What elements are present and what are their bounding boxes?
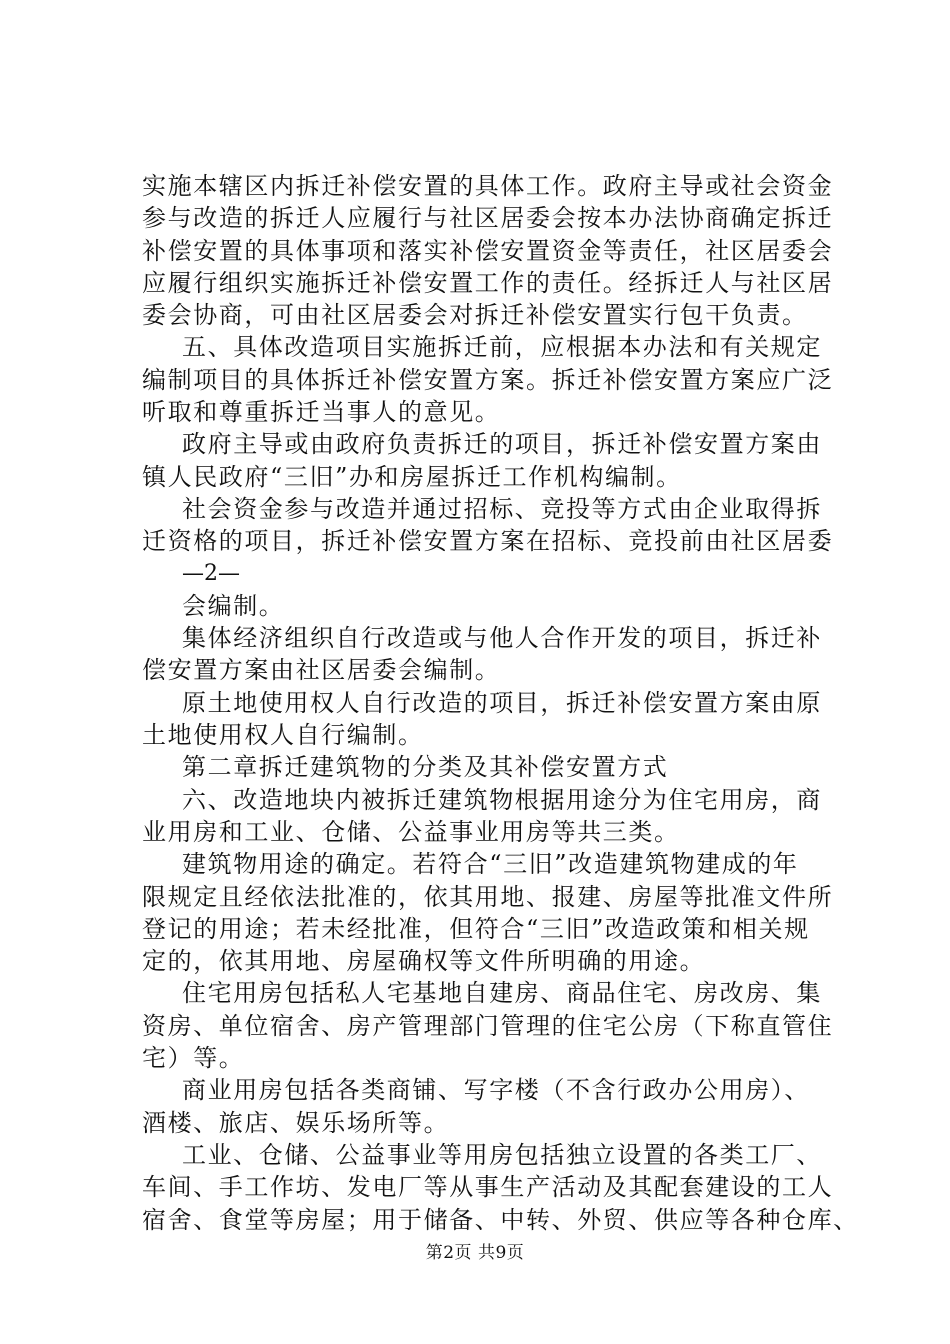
text-line: 镇人民政府“三旧”办和房屋拆迁工作机构编制。 bbox=[142, 462, 682, 491]
text-line: 参与改造的拆迁人应履行与社区居委会按本办法协商确定拆迁 bbox=[142, 204, 834, 233]
text-line: 政府主导或由政府负责拆迁的项目，拆迁补偿安置方案由 bbox=[182, 430, 822, 459]
text-line: 限规定且经依法批准的，依其用地、报建、房屋等批准文件所 bbox=[142, 882, 834, 911]
text-line: 酒楼、旅店、娱乐场所等。 bbox=[142, 1108, 450, 1137]
text-line: 应履行组织实施拆迁补偿安置工作的责任。经拆迁人与社区居 bbox=[142, 268, 834, 297]
text-line: 听取和尊重拆迁当事人的意见。 bbox=[142, 398, 501, 427]
text-line: 业用房和工业、仓储、公益事业用房等共三类。 bbox=[142, 817, 680, 846]
text-line: 第二章拆迁建筑物的分类及其补偿安置方式 bbox=[182, 753, 669, 782]
text-line: 实施本辖区内拆迁补偿安置的具体工作。政府主导或社会资金 bbox=[142, 172, 834, 200]
text-line: 迁资格的项目，拆迁补偿安置方案在招标、竞投前由社区居委 bbox=[142, 527, 834, 556]
document-body bbox=[142, 170, 859, 1236]
text-line: 车间、手工作坊、发电厂等从事生产活动及其配套建设的工人 bbox=[142, 1173, 834, 1202]
text-line: 建筑物用途的确定。若符合“三旧”改造建筑物建成的年 bbox=[182, 850, 799, 879]
text-line: 土地使用权人自行编制。 bbox=[142, 721, 424, 750]
text-line: 集体经济组织自行改造或与他人合作开发的项目，拆迁补 bbox=[182, 624, 822, 653]
text-line: 商业用房包括各类商铺、写字楼（不含行政办公用房）、 bbox=[182, 1076, 810, 1105]
text-line: 委会协商，可由社区居委会对拆迁补偿安置实行包干负责。 bbox=[142, 301, 808, 330]
text-line: 偿安置方案由社区居委会编制。 bbox=[142, 656, 501, 685]
text-line: 会编制。 bbox=[182, 591, 285, 620]
text-line: 住宅用房包括私人宅基地自建房、商品住宅、房改房、集 bbox=[182, 979, 822, 1008]
text-line: 原土地使用权人自行改造的项目，拆迁补偿安置方案由原 bbox=[182, 688, 822, 717]
text-line: 定的，依其用地、房屋确权等文件所明确的用途。 bbox=[142, 947, 706, 976]
text-line: 补偿安置的具体事项和落实补偿安置资金等责任，社区居委会 bbox=[142, 236, 834, 265]
page-footer: 第2页 共9页 bbox=[425, 1243, 525, 1263]
text-line: 宿舍、食堂等房屋；用于储备、中转、外贸、供应等各种仓库、 bbox=[142, 1205, 859, 1234]
text-line: 五、具体改造项目实施拆迁前，应根据本办法和有关规定 bbox=[182, 333, 822, 362]
text-line: 登记的用途；若未经批准，但符合“三旧”改造政策和相关规 bbox=[142, 914, 810, 943]
text-line: 六、改造地块内被拆迁建筑物根据用途分为住宅用房，商 bbox=[182, 785, 822, 814]
text-line: 工业、仓储、公益事业等用房包括独立设置的各类工厂、 bbox=[182, 1140, 822, 1169]
text-line: 宅）等。 bbox=[142, 1044, 245, 1073]
text-line: 编制项目的具体拆迁补偿安置方案。拆迁补偿安置方案应广泛 bbox=[142, 365, 834, 394]
inline-page-number: —2— bbox=[182, 560, 240, 586]
text-line: 资房、单位宿舍、房产管理部门管理的住宅公房（下称直管住 bbox=[142, 1011, 834, 1040]
text-line: 社会资金参与改造并通过招标、竞投等方式由企业取得拆 bbox=[182, 494, 822, 523]
